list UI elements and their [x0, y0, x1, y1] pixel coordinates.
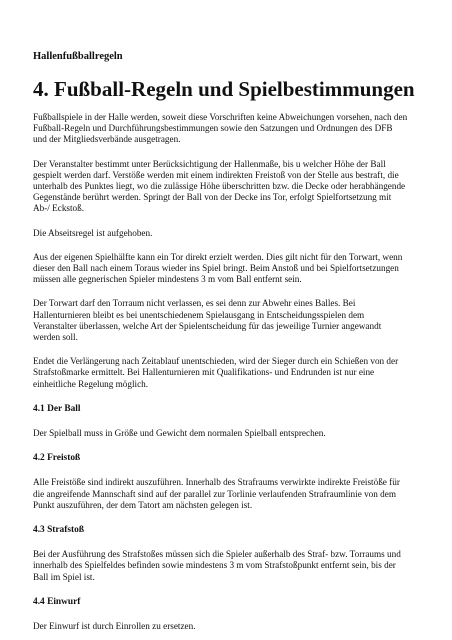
section-body-ball: Der Spielball muss in Größe und Gewicht dem normalen Spielball entsprechen.	[33, 428, 326, 439]
intro-paragraph: Der Torwart darf den Torraum nicht verlassen, es sei denn zur Abwehr eines Balles. Bei Hallenturnieren bleibt es bei unentschiedenem Spielausgang in Entscheidungsspielen dem Veranstalter überlassen, welche Art der Spielentscheidung für das jeweilige Turnier angewandt werden soll.	[33, 298, 382, 343]
section-heading-ball: 4.1 Der Ball	[33, 403, 81, 414]
section-heading-einwurf: 4.4 Einwurf	[33, 596, 81, 607]
section-body-strafstoss: Bei der Ausführung des Strafstoßes müssen sich die Spieler außerhalb des Straf- bzw. Torraums und innerhalb des Spielfeldes befinden sowie mindestens 3 m vom Strafstoßpunkt entfernt sein, bis der Ball im Spiel ist.	[33, 549, 401, 582]
section-body-einwurf: Der Einwurf ist durch Einrollen zu ersetzen.	[33, 621, 196, 632]
section-body-freistoss: Alle Freistöße sind indirekt auszuführen. Innerhalb des Strafraums verwirkte indirekte Freistöße für die angreifende Mannschaft sind auf der parallel zur Torlinie verlaufenden Strafraumlinie von dem Punkt auszuführen, der dem Tatort am nächsten gelegen ist.	[33, 477, 400, 510]
intro-paragraph: Endet die Verlängerung nach Zeitablauf unentschieden, wird der Sieger durch ein Schießen von der Strafstoßmarke ermittelt. Bei Hallenturnieren mit Qualifikations- und Endrunden ist nur eine einheitliche Regelung möglich.	[33, 356, 399, 389]
intro-paragraph: Die Abseitsregel ist aufgehoben.	[33, 227, 153, 238]
section-heading-strafstoss: 4.3 Strafstoß	[33, 525, 85, 536]
intro-paragraph: Aus der eigenen Spielhälfte kann ein Tor direkt erzielt werden. Dies gilt nicht für den Torwart, wenn dieser den Ball nach einem Toraus wieder ins Spiel bringt. Beim Anstoß und bei Spielfortsetzungen müssen alle gegnerischen Spieler mindestens 3 m vom Ball entfernt sein.	[33, 251, 403, 285]
page-title: 4. Fußball-Regeln und Spielbestimmungen	[33, 77, 415, 101]
intro-paragraph: Der Veranstalter bestimmt unter Berücksichtigung der Hallenmaße, bis u welcher Höhe der Ball gespielt werden darf. Verstöße werden mit einem indirekten Freistoß von der Stelle aus bestraft, die unterhalb des Punktes liegt, wo die zulässige Höhe überschritten bzw. die Decke oder herabhängende Gegenstände berührt werden. Springt der Ball von der Decke ins Tor, erfolgt Spielfortsetzung mit Ab-/ Eckstoß.	[33, 158, 406, 214]
document-header-label: Hallenfußballregeln	[33, 51, 123, 62]
section-heading-freistoss: 4.2 Freistoß	[33, 453, 81, 464]
intro-paragraph: Fußballspiele in der Halle werden, soweit diese Vorschriften keine Abweichungen vorsehen, nach den Fußball-Regeln und Durchführungsbestimmungen sowie den Satzungen und Ordnungen des DFB und der Mitgliedsverbände ausgetragen.	[33, 112, 408, 145]
